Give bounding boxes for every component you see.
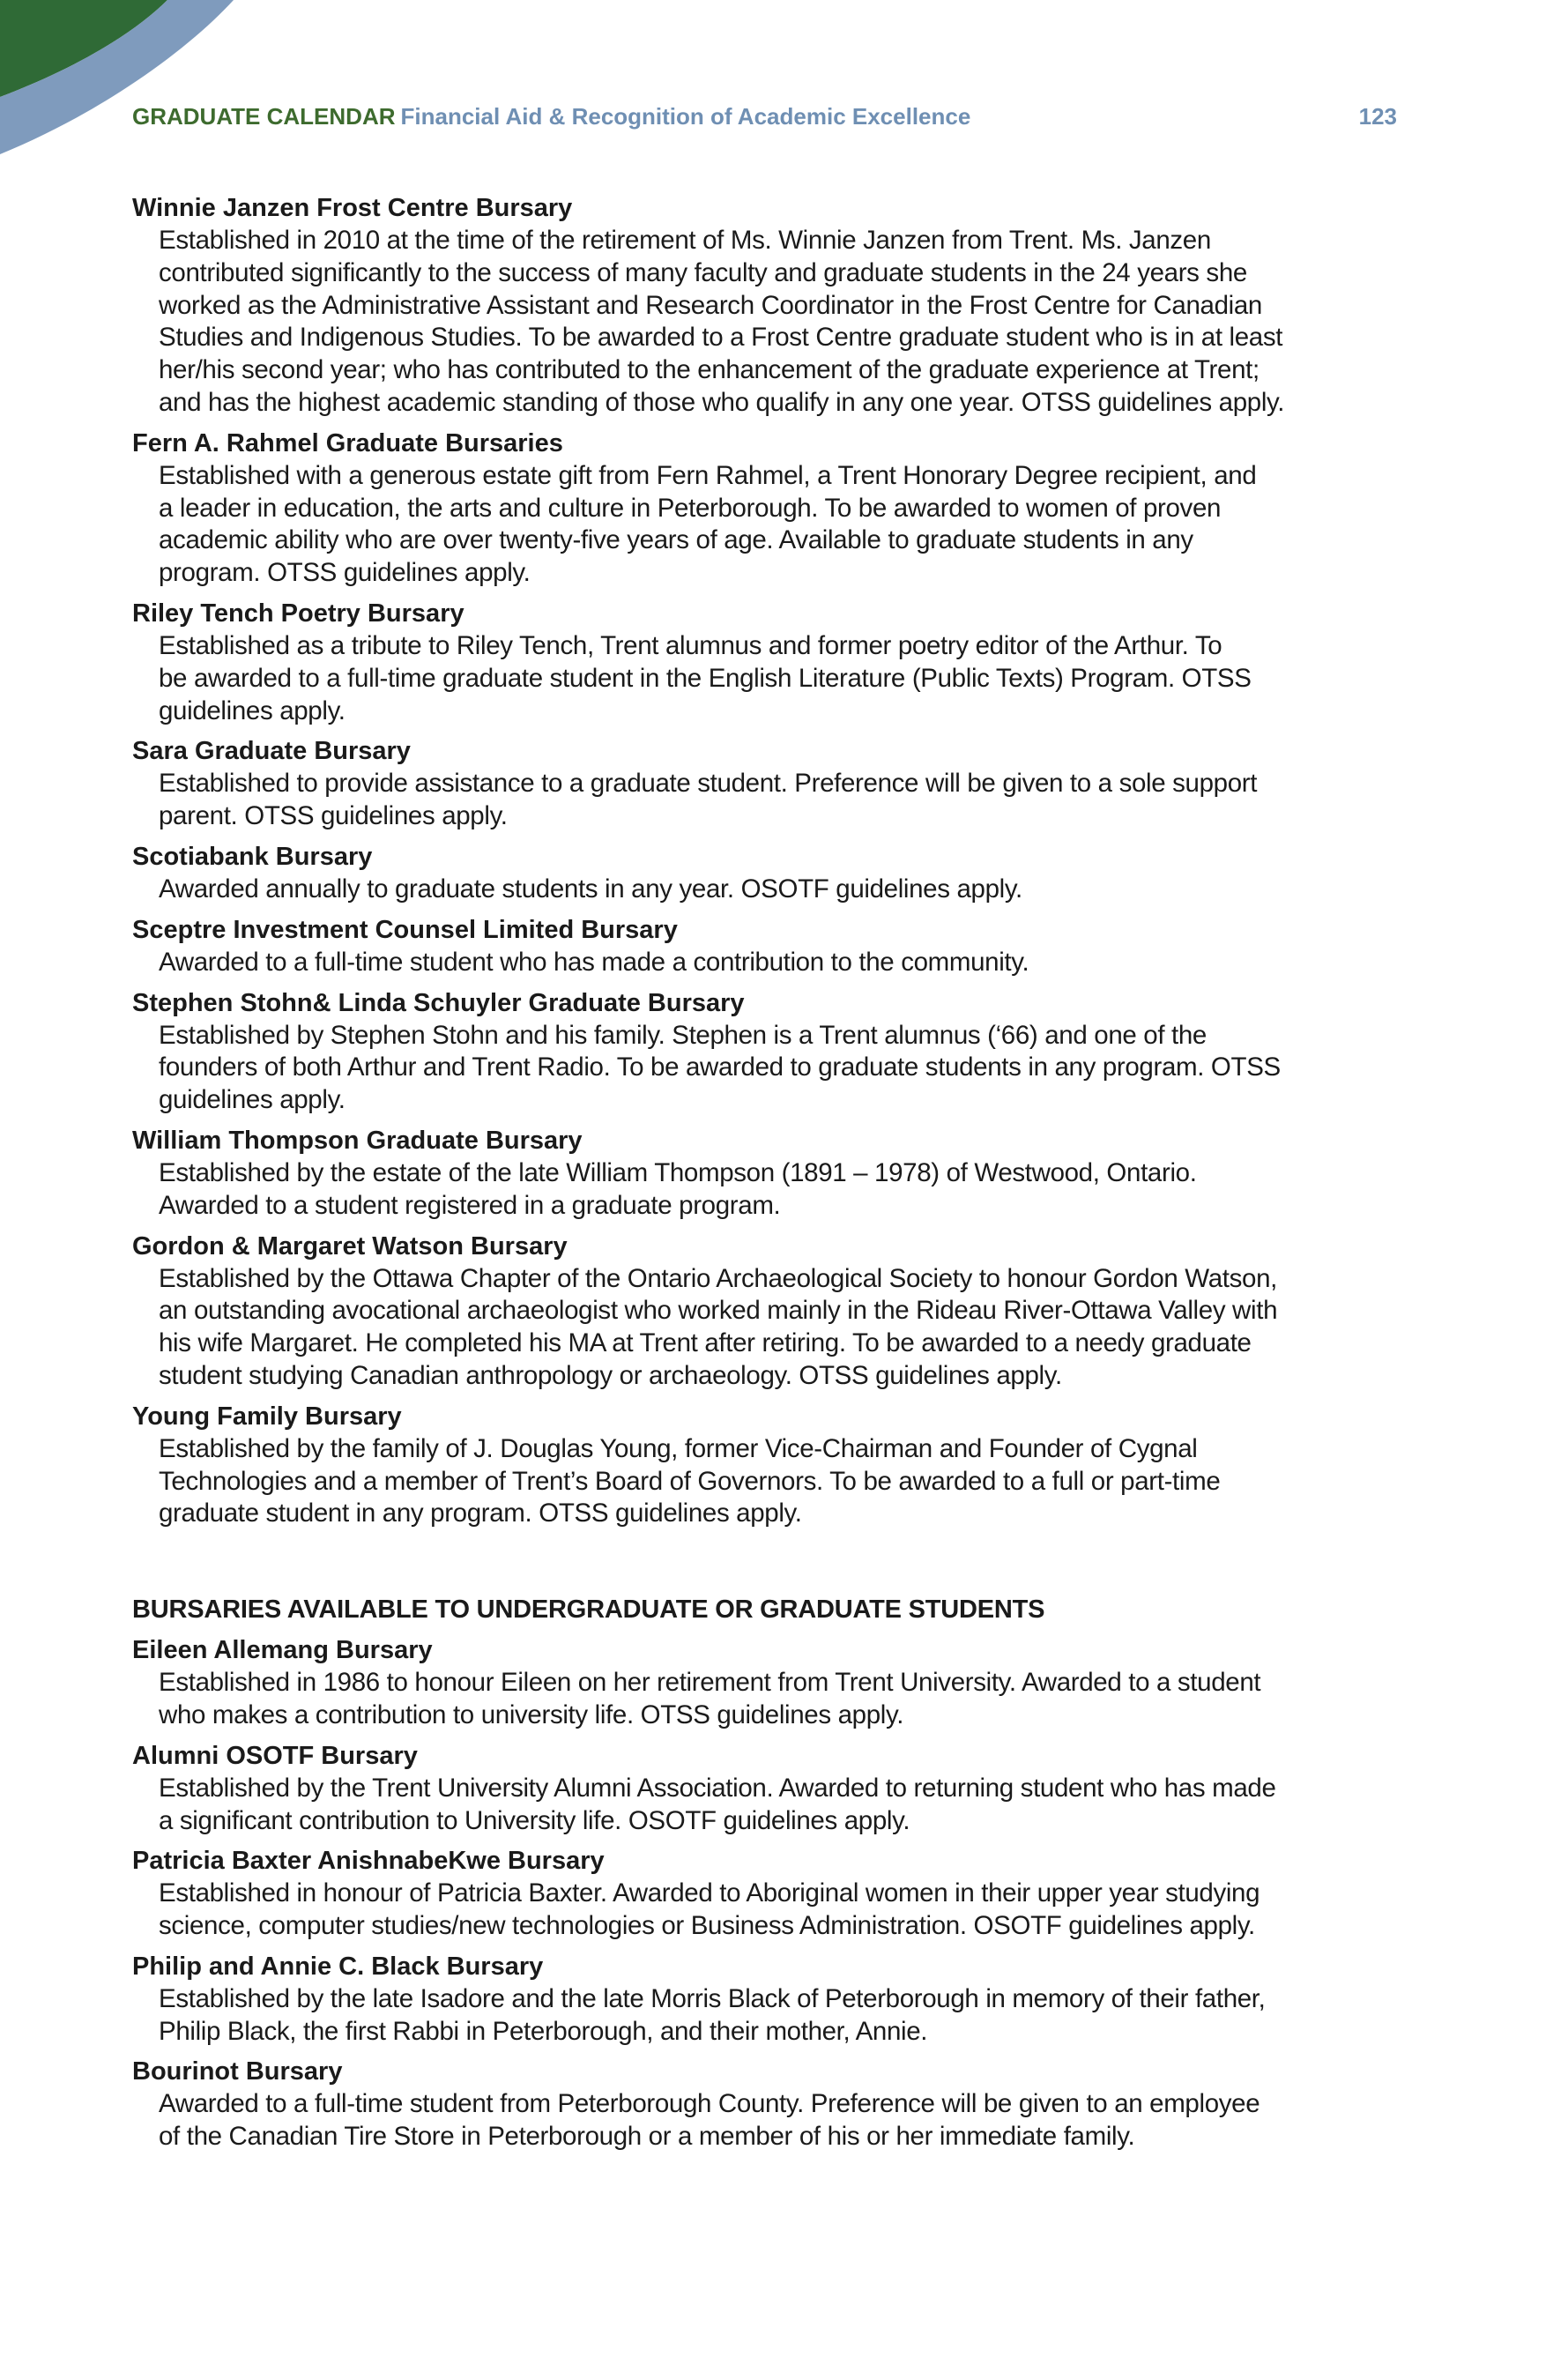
bursary-description xyxy=(132,460,1428,590)
bursary-description xyxy=(132,630,1428,727)
description-line: graduate student in any program. OTSS guidelines apply. xyxy=(159,1499,802,1528)
description-line: program. OTSS guidelines apply. xyxy=(159,558,531,588)
description-line: Established to provide assistance to a graduate student. Preference will be given to a sole support xyxy=(159,769,1258,799)
bursary-title: Riley Tench Poetry Bursary xyxy=(132,599,464,628)
document-body xyxy=(132,192,1428,2161)
description-line: Established by the family of J. Douglas Young, former Vice-Chairman and Founder of Cygnal xyxy=(159,1433,1198,1463)
bursary-title: Eileen Allemang Bursary xyxy=(132,1636,433,1665)
description-line: Philip Black, the first Rabbi in Peterborough, and their mother, Annie. xyxy=(159,2016,928,2046)
description-line: student studying Canadian anthropology or archaeology. OTSS guidelines apply. xyxy=(159,1360,1062,1390)
description-line: be awarded to a full-time graduate student in the English Literature (Public Texts) Program. OTSS xyxy=(159,663,1252,693)
bursary-description xyxy=(132,1263,1428,1393)
description-line: an outstanding avocational archaeologist who worked mainly in the Rideau River-Ottawa Valley with xyxy=(159,1296,1278,1326)
corner-decoration-graphic xyxy=(0,0,264,159)
undergrad-or-grad-bursaries-list xyxy=(132,1634,1428,2153)
description-line: Awarded to a student registered in a graduate program. xyxy=(159,1190,781,1220)
bursary-description xyxy=(132,1773,1428,1838)
description-line: Established as a tribute to Riley Tench, Trent alumnus and former poetry editor of the Arthur. To xyxy=(159,630,1222,660)
bursary-title: Winnie Janzen Frost Centre Bursary xyxy=(132,194,573,222)
description-line: her/his second year; who has contributed to the enhancement of the graduate experience at Trent; xyxy=(159,355,1259,385)
bursary-entry xyxy=(132,841,1428,906)
graduate-bursaries-list xyxy=(132,192,1428,1530)
description-line: Awarded annually to graduate students in any year. OSOTF guidelines apply. xyxy=(159,874,1022,904)
description-line: a leader in education, the arts and culture in Peterborough. To be awarded to women of proven xyxy=(159,493,1222,523)
bursary-description xyxy=(132,2088,1428,2153)
description-line: his wife Margaret. He completed his MA at Trent after retiring. To be awarded to a needy graduate xyxy=(159,1328,1252,1358)
bursary-title: Patricia Baxter AnishnabeKwe Bursary xyxy=(132,1847,605,1876)
bursary-title: Sara Graduate Bursary xyxy=(132,737,411,766)
description-line: worked as the Administrative Assistant and Research Coordinator in the Frost Centre for Canadian xyxy=(159,290,1262,320)
description-line: guidelines apply. xyxy=(159,1085,346,1115)
bursary-entry xyxy=(132,1125,1428,1223)
bursary-description xyxy=(132,1667,1428,1732)
description-line: guidelines apply. xyxy=(159,695,346,725)
header-section-label: Financial Aid & Recognition of Academic Excellence xyxy=(400,103,971,130)
bursary-entry xyxy=(132,1634,1428,1732)
description-line: Established in honour of Patricia Baxter. Awarded to Aboriginal women in their upper year studying xyxy=(159,1878,1260,1908)
bursary-entry xyxy=(132,1845,1428,1943)
bursary-entry xyxy=(132,598,1428,727)
bursary-description xyxy=(132,1983,1428,2049)
description-line: who makes a contribution to university life. OTSS guidelines apply. xyxy=(159,1699,904,1729)
bursary-title: Gordon & Margaret Watson Bursary xyxy=(132,1231,568,1261)
description-line: Technologies and a member of Trent’s Board of Governors. To be awarded to a full or part-time xyxy=(159,1466,1221,1496)
description-line: contributed significantly to the success of many faculty and graduate students in the 24 years she xyxy=(159,257,1247,287)
bursary-title: Scotiabank Bursary xyxy=(132,842,373,871)
description-line: parent. OTSS guidelines apply. xyxy=(159,801,508,831)
description-line: Awarded to a full-time student who has made a contribution to the community. xyxy=(159,947,1029,977)
page-number: 123 xyxy=(1358,103,1397,130)
description-line: Established by the Trent University Alumni Association. Awarded to returning student who has made xyxy=(159,1773,1276,1803)
description-line: Established by the late Isadore and the late Morris Black of Peterborough in memory of their father, xyxy=(159,1983,1266,2013)
bursary-title: Young Family Bursary xyxy=(132,1402,402,1431)
description-line: of the Canadian Tire Store in Peterborough or a member of his or her immediate family. xyxy=(159,2122,1135,2152)
bursary-description xyxy=(132,1157,1428,1223)
bursary-description xyxy=(132,874,1428,906)
bursary-entry xyxy=(132,192,1428,420)
description-line: a significant contribution to University life. OSOTF guidelines apply. xyxy=(159,1805,910,1835)
bursary-entry xyxy=(132,735,1428,833)
description-line: Established by the estate of the late William Thompson (1891 – 1978) of Westwood, Ontario. xyxy=(159,1157,1197,1187)
bursary-title: Philip and Annie C. Black Bursary xyxy=(132,1952,544,1981)
running-header xyxy=(132,99,1397,134)
bursary-entry xyxy=(132,1401,1428,1530)
bursary-description xyxy=(132,1433,1428,1530)
description-line: Studies and Indigenous Studies. To be awarded to a Frost Centre graduate student who is in at least xyxy=(159,323,1283,353)
bursary-title: Alumni OSOTF Bursary xyxy=(132,1741,418,1770)
header-calendar-label: GRADUATE CALENDAR xyxy=(132,103,396,130)
bursary-title: Sceptre Investment Counsel Limited Bursary xyxy=(132,915,678,944)
bursary-description xyxy=(132,768,1428,833)
bursary-entry xyxy=(132,1951,1428,2049)
description-line: Established by the Ottawa Chapter of the Ontario Archaeological Society to honour Gordon Watson, xyxy=(159,1263,1277,1293)
description-line: academic ability who are over twenty-five years of age. Available to graduate students in any xyxy=(159,525,1193,555)
bursary-title: Fern A. Rahmel Graduate Bursaries xyxy=(132,428,563,457)
description-line: Awarded to a full-time student from Peterborough County. Preference will be given to an employee xyxy=(159,2089,1260,2119)
section-heading: BURSARIES AVAILABLE TO UNDERGRADUATE OR GRADUATE STUDENTS xyxy=(132,1595,1045,1625)
description-line: science, computer studies/new technologies or Business Administration. OSOTF guidelines apply. xyxy=(159,1911,1255,1941)
bursary-title: Bourinot Bursary xyxy=(132,2057,343,2086)
bursary-title: Stephen Stohn& Linda Schuyler Graduate Bursary xyxy=(132,988,745,1017)
bursary-entry xyxy=(132,2056,1428,2153)
bursary-entry xyxy=(132,987,1428,1117)
description-line: Established in 1986 to honour Eileen on her retirement from Trent University. Awarded to a student xyxy=(159,1668,1261,1698)
bursary-description xyxy=(132,225,1428,420)
bursary-title: William Thompson Graduate Bursary xyxy=(132,1126,583,1155)
bursary-entry xyxy=(132,428,1428,590)
bursary-entry xyxy=(132,914,1428,979)
bursary-description xyxy=(132,947,1428,979)
description-line: and has the highest academic standing of those who qualify in any one year. OTSS guidelines apply. xyxy=(159,387,1285,417)
description-line: founders of both Arthur and Trent Radio. To be awarded to graduate students in any program. OTSS xyxy=(159,1052,1281,1082)
description-line: Established in 2010 at the time of the retirement of Ms. Winnie Janzen from Trent. Ms. Janzen xyxy=(159,226,1211,255)
bursary-entry xyxy=(132,1740,1428,1838)
bursary-entry xyxy=(132,1231,1428,1393)
bursary-description xyxy=(132,1878,1428,1943)
description-line: Established with a generous estate gift from Fern Rahmel, a Trent Honorary Degree recipient, and xyxy=(159,460,1257,490)
description-line: Established by Stephen Stohn and his family. Stephen is a Trent alumnus (‘66) and one of the xyxy=(159,1020,1207,1050)
bursary-description xyxy=(132,1020,1428,1117)
